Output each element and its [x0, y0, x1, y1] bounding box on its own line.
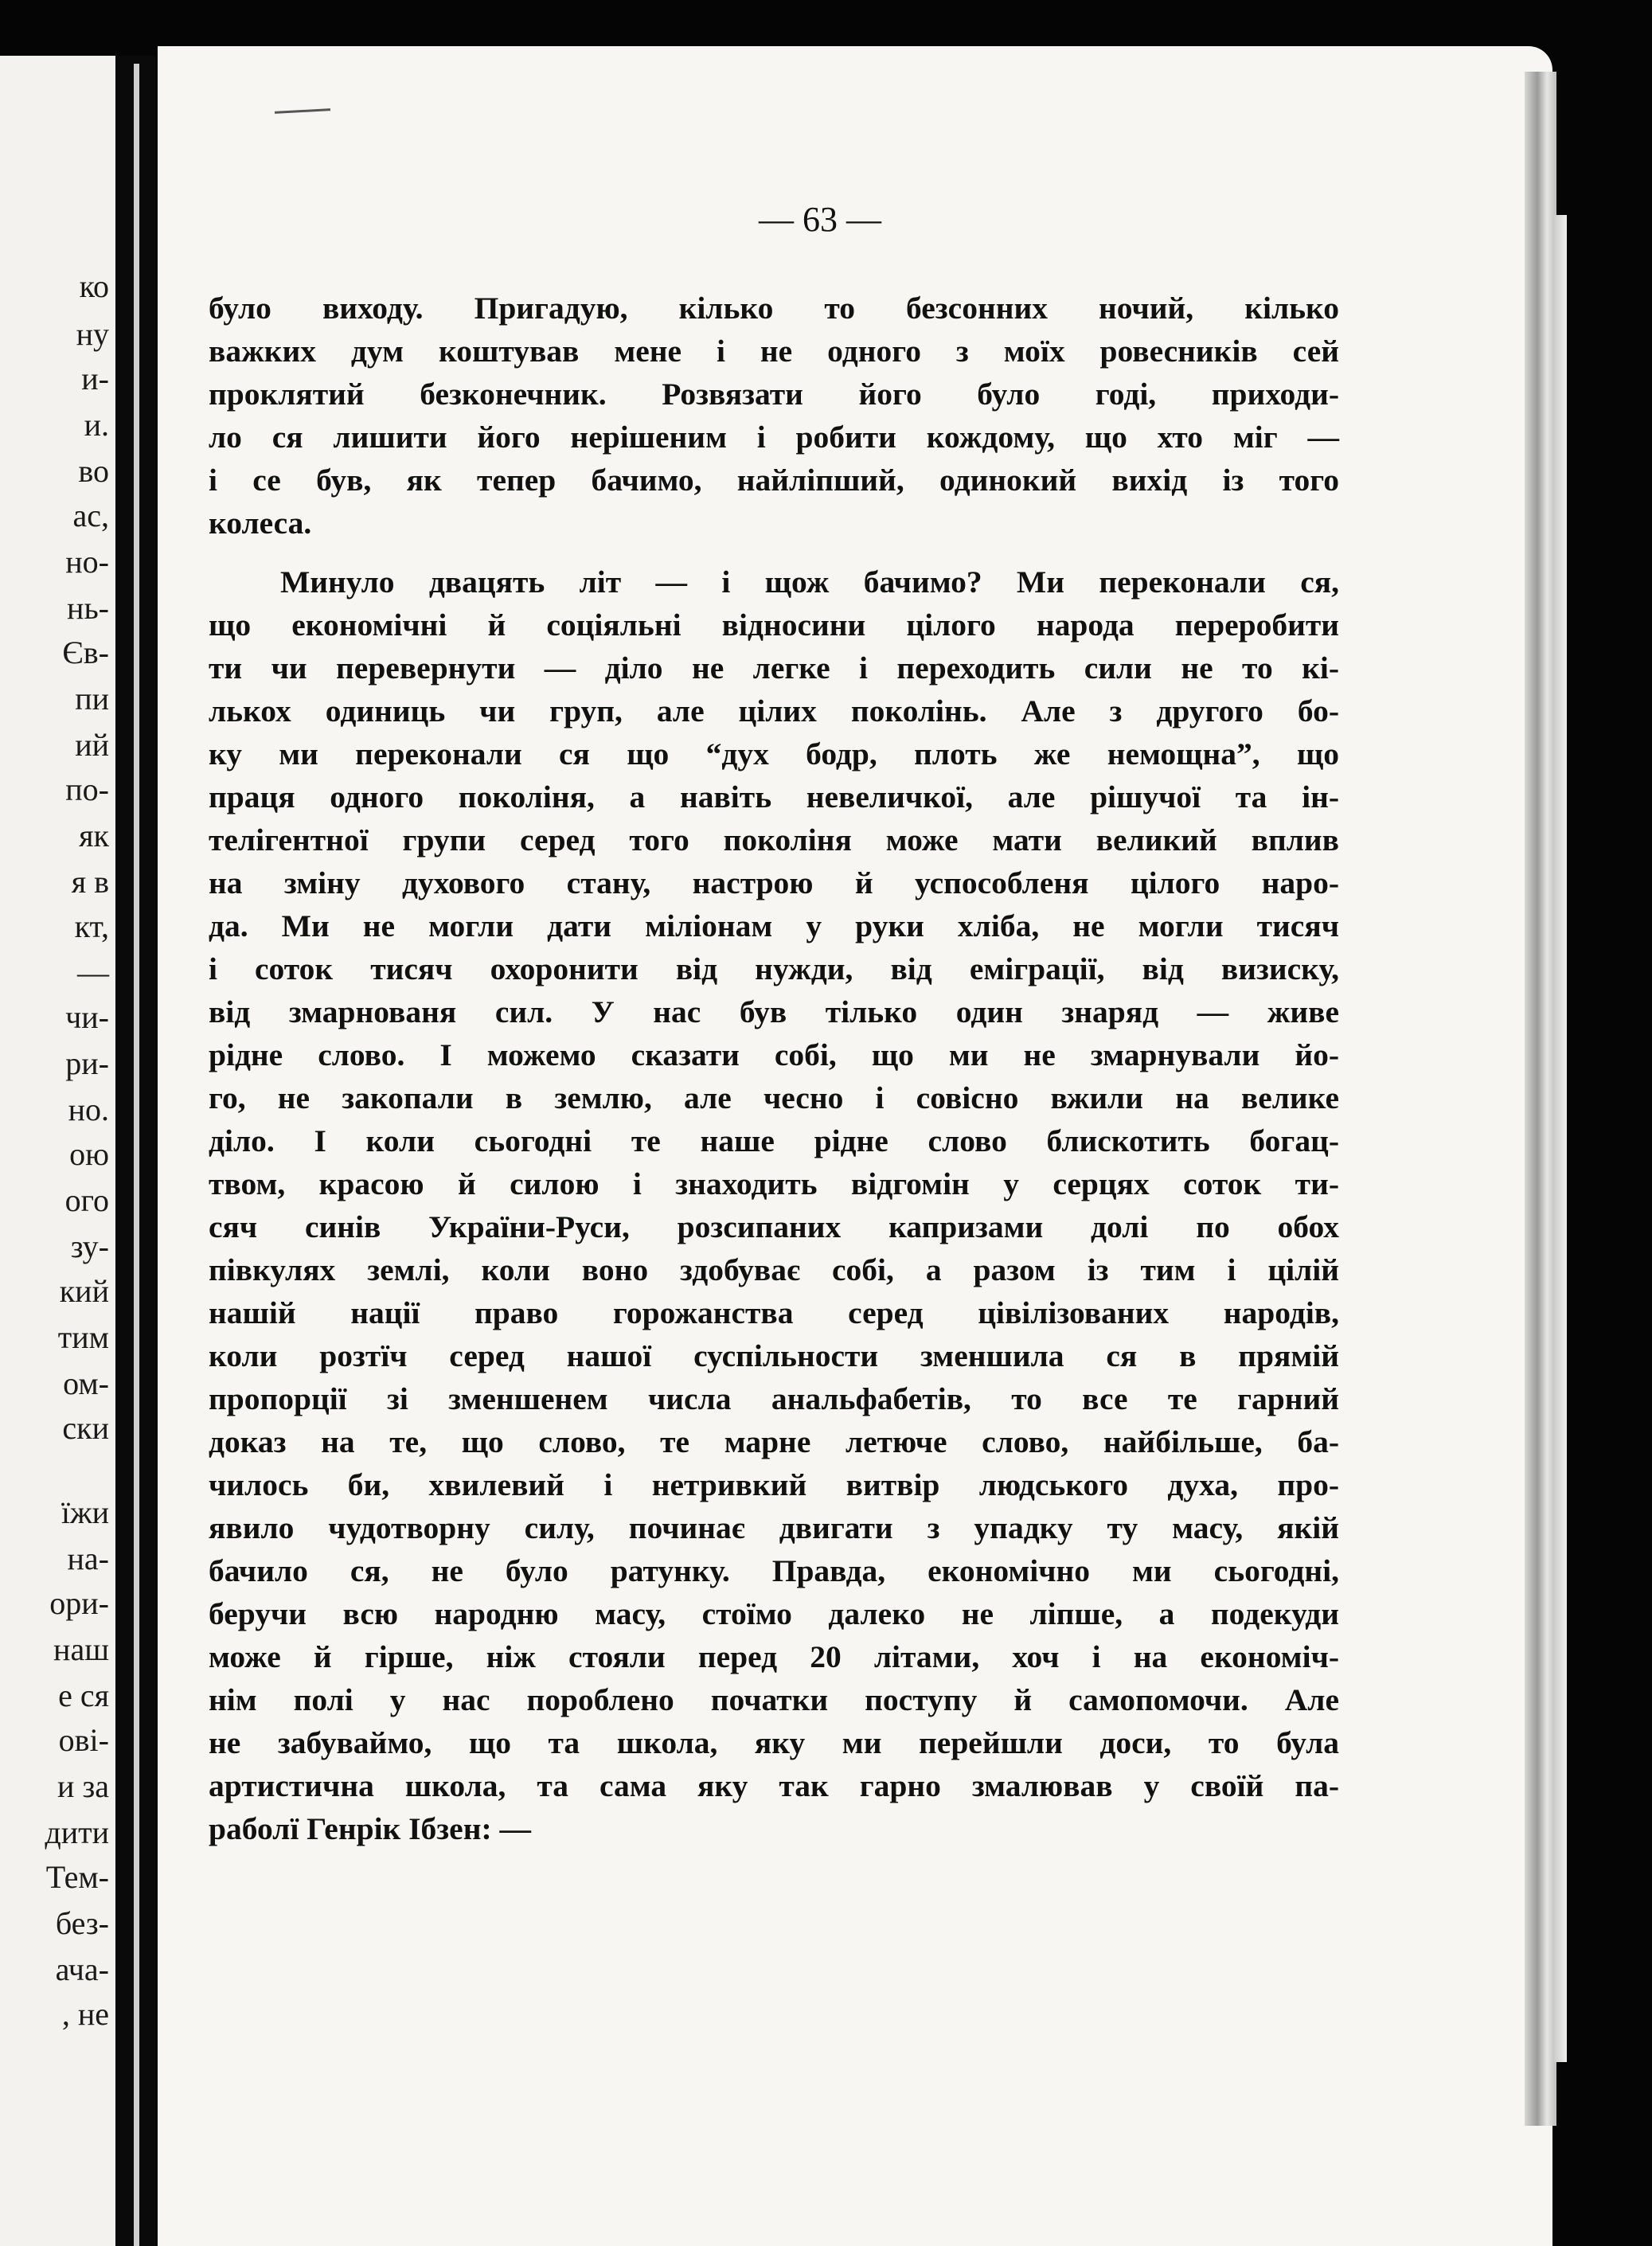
left-page-fragment: кий	[59, 1273, 109, 1309]
left-page-fragment: Єв-	[62, 635, 109, 670]
text-line: сяч синів України-Руси, розсипаних капризами долі по обох	[209, 1209, 1339, 1244]
left-page-fragment: нь-	[67, 590, 109, 626]
text-line: раболї Генрік Ібзен: —	[209, 1811, 531, 1846]
text-line: лькох одиниць чи груп, але цілих поколінь. Але з другого бо-	[209, 693, 1339, 728]
text-line: не забуваймо, що та школа, яку ми перейшли доси, то була	[209, 1725, 1339, 1760]
page-body-text	[209, 287, 1339, 1850]
text-line: го, не закопали в землю, але чесно і совісно вжили на велике	[209, 1080, 1339, 1115]
previous-page-fragment	[0, 56, 115, 2246]
text-line: нашій нації право горожанства серед цівілізованих народів,	[209, 1295, 1339, 1330]
left-page-fragment: наш	[53, 1631, 109, 1667]
text-line: ло ся лишити його нерішеним і робити кождому, що хто міг —	[209, 420, 1339, 455]
text-line: праця одного поколіня, а навіть невеличкої, але рішучої та ін-	[209, 779, 1339, 814]
left-page-fragment: , не	[61, 1996, 109, 2032]
text-line: пропорції зі зменшенем числа анальфабетів, то все те гарний	[209, 1381, 1339, 1416]
left-page-fragment: ко	[79, 268, 109, 304]
left-page-fragment: їжи	[61, 1494, 109, 1530]
text-line: да. Ми не могли дати міліонам у руки хліба, не могли тисяч	[209, 908, 1339, 943]
text-line: артистична школа, та сама яку так гарно змалював у своїй па-	[209, 1768, 1339, 1803]
text-line: проклятий безконечник. Розвязати його було годі, приходи-	[209, 377, 1339, 412]
text-line: було виходу. Пригадую, кілько то безсонних ночий, кілько	[209, 291, 1339, 326]
text-line: може й гірше, ніж стояли перед 20 літами, хоч і на економіч-	[209, 1639, 1339, 1674]
text-line: Минуло двацять літ — і щож бачимо? Ми переконали ся,	[280, 564, 1339, 600]
left-page-fragment: зу-	[70, 1228, 109, 1264]
text-line: беручи всю народню масу, стоїмо далеко не ліпше, а подекуди	[209, 1596, 1339, 1631]
page-number: — 63 —	[759, 200, 881, 239]
left-page-fragment: чи-	[65, 999, 109, 1035]
text-line: ку ми переконали ся що “дух бодр, плоть же немощна”, що	[209, 736, 1339, 771]
left-page-fragment: я в	[71, 864, 109, 900]
text-line: коли розтїч серед нашої суспільности зменшила ся в прямій	[209, 1338, 1339, 1373]
page-edge-shadow	[1525, 72, 1556, 2126]
left-page-fragment: на-	[67, 1541, 109, 1576]
left-page-fragment: тим	[57, 1319, 109, 1355]
text-line: твом, красою й силою і знаходить відгомін у серцях соток ти-	[209, 1166, 1339, 1201]
text-line: важких дум коштував мене і не одного з моїх ровесників сей	[209, 334, 1339, 369]
left-page-fragment: пи	[75, 681, 109, 717]
text-line: телігентної групи серед того поколіня може мати великий вплив	[209, 822, 1339, 857]
text-line: явило чудотворну силу, починає двигати з упадку ту масу, якій	[209, 1510, 1339, 1545]
text-line: рідне слово. І можемо сказати собі, що ми не змарнували йо-	[209, 1037, 1339, 1072]
left-page-fragment: ого	[64, 1182, 109, 1218]
left-page-fragment: ас,	[72, 498, 109, 533]
text-line: від змарнованя сил. У нас був тілько один знаряд — живе	[209, 994, 1339, 1029]
gutter-highlight	[134, 64, 139, 2246]
left-page-fragment: и за	[57, 1768, 109, 1804]
text-line: нім полі у нас пороблено початки поступу й самопомочи. Але	[209, 1682, 1339, 1717]
text-line: на зміну духового стану, настрою й успособленя цілого наро-	[209, 865, 1339, 900]
left-page-fragment: ну	[76, 316, 109, 352]
text-line: півкулях землі, коли воно здобуває собі, а разом із тим і цілій	[209, 1252, 1339, 1287]
left-page-fragment: но.	[68, 1092, 109, 1127]
left-page-fragment: е ся	[58, 1678, 109, 1713]
text-line: ти чи перевернути — діло не легке і переходить сили не то кі-	[209, 650, 1339, 686]
left-page-fragment: ом-	[63, 1365, 109, 1401]
left-page-fragment: и-	[81, 361, 109, 396]
left-page-fragment: дити	[45, 1814, 109, 1850]
text-line: що економічні й соціяльні відносини цілого народа переробити	[209, 607, 1339, 643]
left-page-fragment: ача-	[55, 1951, 109, 1987]
left-page-fragment: ри-	[65, 1045, 109, 1081]
left-page-fragment: Тем-	[45, 1859, 109, 1895]
paragraph-gap	[209, 545, 1339, 561]
text-line: колеса.	[209, 506, 312, 541]
text-line: чилось би, хвилевий і нетривкий витвір людського духа, про-	[209, 1467, 1339, 1502]
text-line: бачило ся, не було ратунку. Правда, економічно ми сьогодні,	[209, 1553, 1339, 1588]
text-line: доказ на те, що слово, те марне летюче слово, найбільше, ба-	[209, 1424, 1339, 1459]
left-page-fragment: —	[77, 955, 109, 990]
text-line: і соток тисяч охоронити від нужди, від еміграції, від визиску,	[209, 951, 1339, 986]
left-page-fragment: ски	[62, 1410, 109, 1446]
left-page-fragment: без-	[55, 1905, 109, 1941]
left-page-fragment: и.	[84, 407, 109, 443]
left-page-fragment: во	[78, 453, 109, 489]
left-page-fragment: ою	[69, 1136, 109, 1172]
left-page-fragment: по-	[65, 771, 109, 807]
page-edge-outer	[1552, 215, 1567, 2062]
text-line: і се був, як тепер бачимо, найліпший, одинокий вихід із того	[209, 463, 1339, 498]
left-page-fragment: ові-	[58, 1722, 109, 1758]
left-page-fragment: як	[79, 818, 109, 853]
left-page-fragment: ий	[75, 727, 109, 763]
left-page-fragment: но-	[65, 544, 109, 580]
left-page-fragment: ори-	[49, 1585, 109, 1621]
left-page-fragment: кт,	[74, 908, 109, 944]
text-line: діло. І коли сьогодні те наше рідне слово блискотить богац-	[209, 1123, 1339, 1158]
